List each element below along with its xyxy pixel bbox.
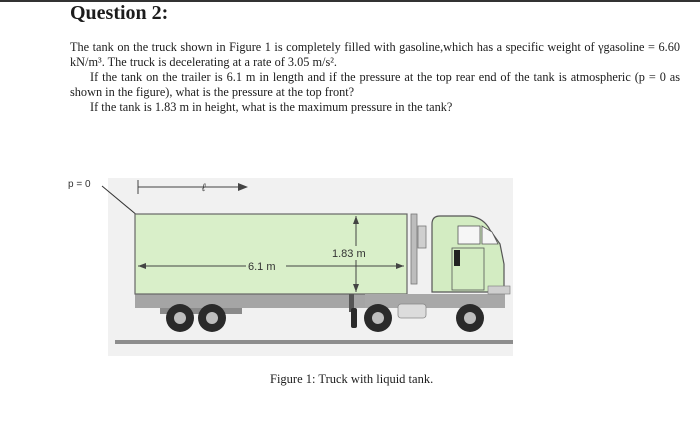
wheel-tractor-drive [364, 304, 392, 332]
ground-line [115, 340, 513, 344]
air-intake [418, 226, 426, 248]
problem-paragraph-2: If the tank on the trailer is 6.1 m in length and if the pressure at the top rear end of the tank is atmospheric (p = 0 as shown in the figure), what is the pressure at the top front? [70, 70, 680, 99]
problem-paragraph-1: The tank on the truck shown in Figure 1 is completely filled with gasoline,which has a specific weight of γgasoline = 6.60 kN/m³. The truck is decelerating at a rate of 3.05 m/s². [70, 40, 680, 69]
question-title: Question 2: [70, 2, 169, 24]
front-bumper [488, 286, 510, 294]
wheel-trailer-rear-2 [198, 304, 226, 332]
length-label: 6.1 m [248, 261, 276, 273]
cab-window [458, 226, 480, 244]
exhaust-stack [411, 214, 417, 284]
door-handle [454, 250, 460, 266]
figure-caption: Figure 1: Truck with liquid tank. [270, 372, 434, 386]
height-label: 1.83 m [332, 248, 366, 260]
wheel-trailer-rear-1 [166, 304, 194, 332]
fuel-tank [398, 304, 426, 318]
problem-paragraph-3: If the tank is 1.83 m in height, what is the maximum pressure in the tank? [90, 100, 453, 114]
tractor-frame [365, 294, 505, 308]
truck-figure [60, 168, 520, 358]
pressure-label: p = 0 [68, 179, 91, 190]
problem-statement [70, 40, 680, 115]
acceleration-label: ℓ [202, 182, 206, 194]
wheel-tractor-front [456, 304, 484, 332]
trailer-mudflap [351, 308, 357, 328]
